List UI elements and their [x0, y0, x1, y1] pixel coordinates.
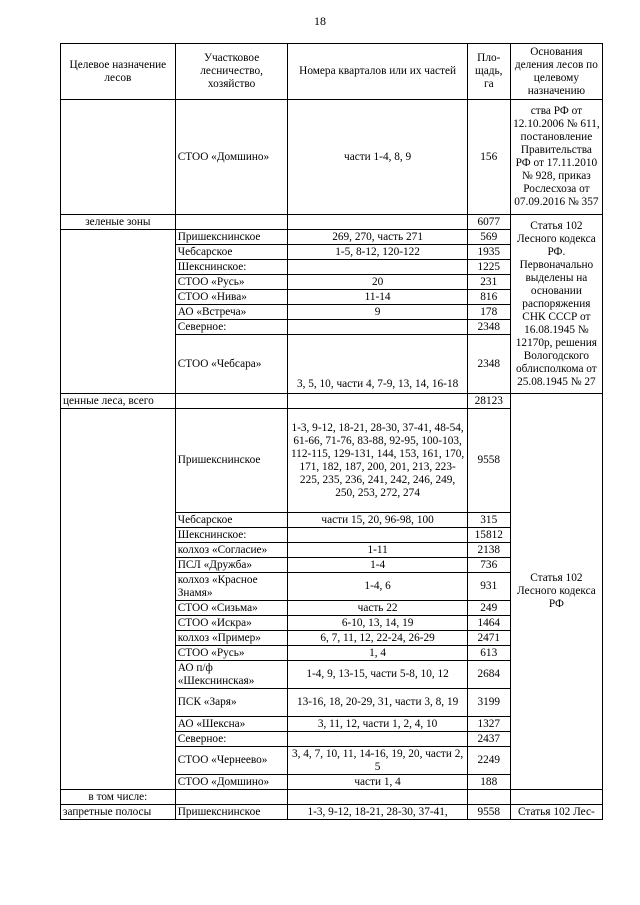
area-cell: 2684: [467, 661, 510, 689]
quarters-cell: 1-11: [288, 543, 467, 558]
quarters-cell: [288, 320, 467, 335]
area-cell: 188: [467, 775, 510, 790]
quarters-cell: части 1, 4: [288, 775, 467, 790]
area-cell: 1225: [467, 260, 510, 275]
quarters-cell: 6-10, 13, 14, 19: [288, 616, 467, 631]
area-cell: 2348: [467, 320, 510, 335]
table-row-including: [61, 790, 603, 805]
forestry-cell: СТОО «Домшино»: [175, 100, 288, 215]
forestry-cell: ПСЛ «Дружба»: [175, 558, 288, 573]
page-number: 18: [314, 14, 326, 28]
area-cell: 178: [467, 305, 510, 320]
quarters-cell-empty: [288, 790, 467, 805]
quarters-cell: 9: [288, 305, 467, 320]
area-cell: 15812: [467, 528, 510, 543]
quarters-cell: 1-5, 8-12, 120-122: [288, 245, 467, 260]
quarters-cell: части 1-4, 8, 9: [288, 100, 467, 215]
forestry-cell: АО «Шексна»: [175, 717, 288, 732]
quarters-cell: 20: [288, 275, 467, 290]
forestry-cell: СТОО «Нива»: [175, 290, 288, 305]
purpose-cell: зеленые зоны: [61, 215, 176, 230]
quarters-cell-empty: [288, 215, 467, 230]
basis-cell: Статья 102 Лес-: [510, 805, 602, 820]
area-cell: 1327: [467, 717, 510, 732]
quarters-cell: 6, 7, 11, 12, 22-24, 26-29: [288, 631, 467, 646]
area-cell: 2471: [467, 631, 510, 646]
forestry-cell: ПСК «Заря»: [175, 689, 288, 717]
quarters-cell: 3, 11, 12, части 1, 2, 4, 10: [288, 717, 467, 732]
forestry-cell: СТОО «Русь»: [175, 275, 288, 290]
header-basis: Основания деления лесов по целевому назначению: [510, 44, 602, 100]
forestry-cell: Пришекснинское: [175, 805, 288, 820]
forestry-cell: колхоз «Красное Знамя»: [175, 573, 288, 601]
forestry-cell-empty: [175, 790, 288, 805]
forestry-cell: СТОО «Домшино»: [175, 775, 288, 790]
area-cell: 613: [467, 646, 510, 661]
quarters-cell: 3, 5, 10, части 4, 7-9, 13, 14, 16-18: [288, 335, 467, 394]
area-cell: 569: [467, 230, 510, 245]
header-forestry: Участковое лесничество, хозяйство: [175, 44, 288, 100]
table-row-green-total: [61, 215, 603, 230]
forestry-cell: СТОО «Сизьма»: [175, 601, 288, 616]
forestry-cell-empty: [175, 394, 288, 409]
area-cell: 2348: [467, 335, 510, 394]
forestry-cell-empty: [175, 215, 288, 230]
including-label: в том числе:: [61, 790, 176, 805]
basis-cell: Статья 102 Лесного кодекса РФ. Первоначально выделены на основании распоряжения СНК СССР от 16.08.1945 № 12170р, решения Вологодского облисполкома от 25.08.1945 № 27: [510, 215, 602, 394]
area-cell: 736: [467, 558, 510, 573]
quarters-cell: 11-14: [288, 290, 467, 305]
header-purpose: Целевое назначение лесов: [61, 44, 176, 100]
quarters-cell-empty: [288, 394, 467, 409]
quarters-cell: [288, 528, 467, 543]
quarters-cell: 3, 4, 7, 10, 11, 14-16, 19, 20, части 2, 5: [288, 747, 467, 775]
purpose-cell-empty: [61, 230, 176, 394]
area-cell: 9558: [467, 409, 510, 513]
purpose-cell-empty: [61, 409, 176, 790]
purpose-cell: ценные леса, всего: [61, 394, 176, 409]
header-area: Пло- щадь, га: [467, 44, 510, 100]
area-cell: 2437: [467, 732, 510, 747]
basis-cell: ства РФ от 12.10.2006 № 611, постановление Правительства РФ от 17.11.2010 № 928, приказ Рослесхоза от 07.09.2016 № 357: [510, 100, 602, 215]
forestry-cell: СТОО «Искра»: [175, 616, 288, 631]
area-cell: 1464: [467, 616, 510, 631]
forestry-cell: Чебсарское: [175, 245, 288, 260]
quarters-cell: [288, 260, 467, 275]
area-cell: 2249: [467, 747, 510, 775]
area-cell: 156: [467, 100, 510, 215]
forestry-cell: колхоз «Согласие»: [175, 543, 288, 558]
area-cell: 816: [467, 290, 510, 305]
quarters-cell: 1, 4: [288, 646, 467, 661]
forestry-cell: СТОО «Чебсара»: [175, 335, 288, 394]
purpose-cell-empty: [61, 100, 176, 215]
forestry-cell: колхоз «Пример»: [175, 631, 288, 646]
basis-cell: Статья 102 Лесного кодекса РФ: [510, 394, 602, 790]
quarters-cell: [288, 732, 467, 747]
area-cell: 315: [467, 513, 510, 528]
table-row-valuable-total: [61, 394, 603, 409]
forestry-cell: Пришекснинское: [175, 409, 288, 513]
area-total-cell: 6077: [467, 215, 510, 230]
forestry-cell: Шекснинское:: [175, 528, 288, 543]
forestry-cell: Северное:: [175, 320, 288, 335]
quarters-cell: 1-4, 6: [288, 573, 467, 601]
forestry-cell: Шекснинское:: [175, 260, 288, 275]
quarters-cell: 13-16, 18, 20-29, 31, части 3, 8, 19: [288, 689, 467, 717]
forestry-cell: СТОО «Чернеево»: [175, 747, 288, 775]
quarters-cell: 1-3, 9-12, 18-21, 28-30, 37-41,: [288, 805, 467, 820]
forest-purpose-table: [60, 43, 603, 820]
quarters-cell: 1-4: [288, 558, 467, 573]
table-row-prohibited: [61, 805, 603, 820]
area-cell: 931: [467, 573, 510, 601]
forestry-cell: Северное:: [175, 732, 288, 747]
table-row: [61, 100, 603, 215]
area-cell: 1935: [467, 245, 510, 260]
area-total-cell: 28123: [467, 394, 510, 409]
quarters-cell: 269, 270, часть 271: [288, 230, 467, 245]
area-cell: 9558: [467, 805, 510, 820]
forestry-cell: АО «Встреча»: [175, 305, 288, 320]
forestry-cell: СТОО «Русь»: [175, 646, 288, 661]
basis-cell-empty: [510, 790, 602, 805]
header-quarters: Номера кварталов или их частей: [288, 44, 467, 100]
area-cell: 249: [467, 601, 510, 616]
quarters-cell: 1-3, 9-12, 18-21, 28-30, 37-41, 48-54, 61-66, 71-76, 83-88, 92-95, 100-103, 112-115, 129-131, 144, 153, 161, 170, 171, 182, 187, 200, 201, 213, 223-225, 235, 236, 241, 242, 246, 249, 250, 253, 272, 274: [288, 409, 467, 513]
quarters-cell: части 15, 20, 96-98, 100: [288, 513, 467, 528]
area-cell-empty: [467, 790, 510, 805]
area-cell: 2138: [467, 543, 510, 558]
quarters-cell: часть 22: [288, 601, 467, 616]
quarters-cell: 1-4, 9, 13-15, части 5-8, 10, 12: [288, 661, 467, 689]
table-header-row: [61, 44, 603, 100]
purpose-cell: запретные полосы: [61, 805, 176, 820]
forestry-cell: Пришекснинское: [175, 230, 288, 245]
forestry-cell: АО п/ф «Шекснинская»: [175, 661, 288, 689]
area-cell: 3199: [467, 689, 510, 717]
forestry-cell: Чебсарское: [175, 513, 288, 528]
area-cell: 231: [467, 275, 510, 290]
